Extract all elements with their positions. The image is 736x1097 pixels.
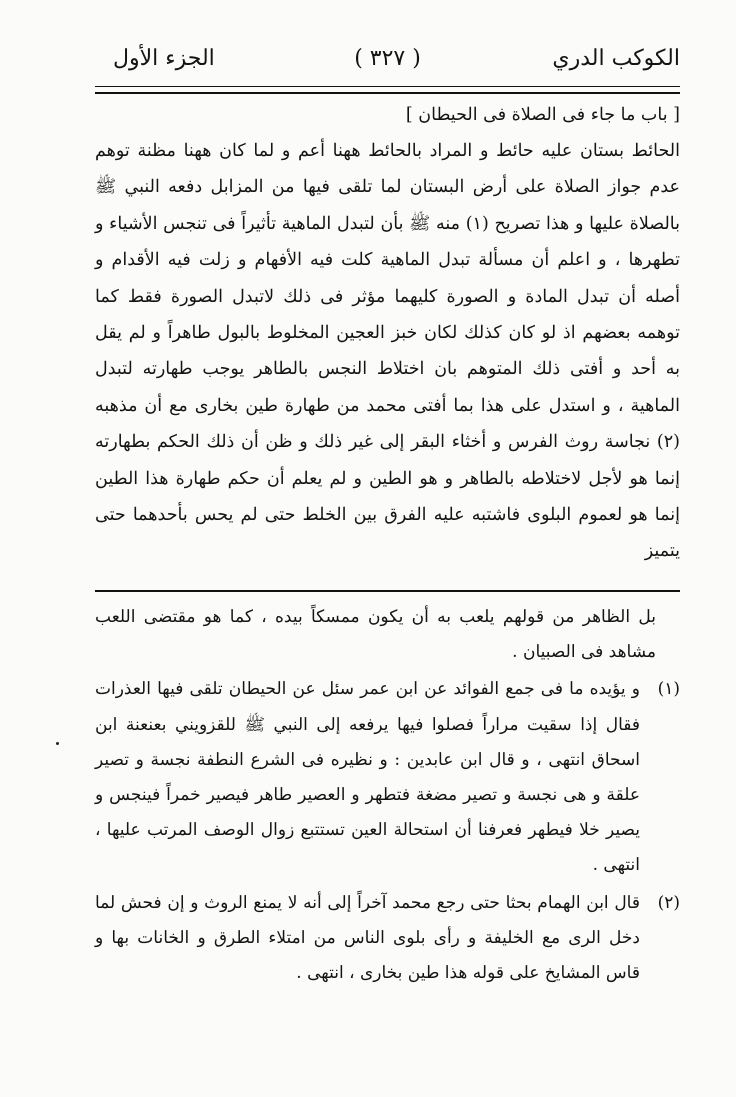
footnote-item: [95, 886, 680, 992]
main-text: [95, 92, 680, 570]
main-paragraph: الحائط بستان عليه حائط و المراد بالحائط ههنا أعم و لما كان ههنا مظنة توهم عدم جواز الصلاة على أرض البستان لما تلقى فيها من المزابل دفعه النبي ﷺ بالصلاة عليها و هذا تصريح (١) منه ﷺ بأن لتبدل الماهية تأثيراً فى تنجس الأشياء و تطهرها ، و اعلم أن مسألة تبدل الماهية كلت فيه الأفهام و زلت فيه الأقدام و أصله أن تبدل المادة و الصورة كليهما مؤثر فى ذلك لاتبدل الصورة فقط كما توهمه بعضهم اذ لو كان كذلك لكان خبز العجين المخلوط بالبول طاهراً و لم يقل به أحد و أفتى ذلك المتوهم بان اختلاط النجس بالطاهر يوجب طهارته لتبدل الماهية ، و استدل على هذا بما أفتى محمد من طهارة طين بخارى مع أن مذهبه (٢) نجاسة روث الفرس و أخثاء البقر إلى غير ذلك و ظن أن ذلك الحكم بطهارته إنما هو لأجل لاختلاطه بالطاهر و هو الطين و لم يعلم أن حكم طهارة هذا الطين إنما هو لعموم البلوى فاشتبه عليه الفرق بين الخلط حتى لم يحس بأحدهما حتى يتميز: [95, 141, 680, 562]
page-number: ( ٣٢٧ ): [354, 46, 421, 71]
footnotes: [95, 600, 680, 991]
footnote-item: [95, 672, 680, 883]
book-title: الكوكب الدري: [552, 46, 680, 71]
footnote-text: قال ابن الهمام بحثا حتى رجع محمد آخراً إلى أنه لا يمنع الروث و إن فحش لما دخل الرى مع الخليفة و رأى بلوى الناس من امتلاء الطرق و الخانات بها و قاس المشايخ على قوله هذا طين بخارى ، انتهى .: [95, 892, 640, 984]
footnote-rule: [95, 590, 680, 592]
footnote-text: و يؤيده ما فى جمع الفوائد عن ابن عمر سئل عن الحيطان تلقى فيها العذرات فقال إذا سقيت مراراً فصلوا فيها يرفعه إلى النبي ﷺ للقزويني بعنعنة ابن اسحاق انتهى ، و قال ابن عابدين : و نظيره فى الشرع النطفة نجسة و تصير علقة و هى نجسة و تصير مضغة فتطهر و العصير طاهر فيصير خمراً فينجس و يصير خلا فيطهر فعرفنا أن استحالة العين تستتبع زوال الوصف المرتب عليها ، انتهى .: [95, 679, 640, 876]
page-header: [95, 40, 680, 84]
footnote-continuation: بل الظاهر من قولهم يلعب به أن يكون ممسكاً بيده ، كما هو مقتضى اللعب مشاهد فى الصبيان .: [95, 607, 656, 663]
section-title: [ باب ما جاء فى الصلاة فى الحيطان ]: [405, 105, 680, 125]
footnote-number: (٢): [657, 892, 680, 913]
footnote-number: (١): [657, 679, 680, 700]
ink-speck: [56, 742, 59, 745]
volume-label: الجزء الأول: [113, 46, 215, 71]
